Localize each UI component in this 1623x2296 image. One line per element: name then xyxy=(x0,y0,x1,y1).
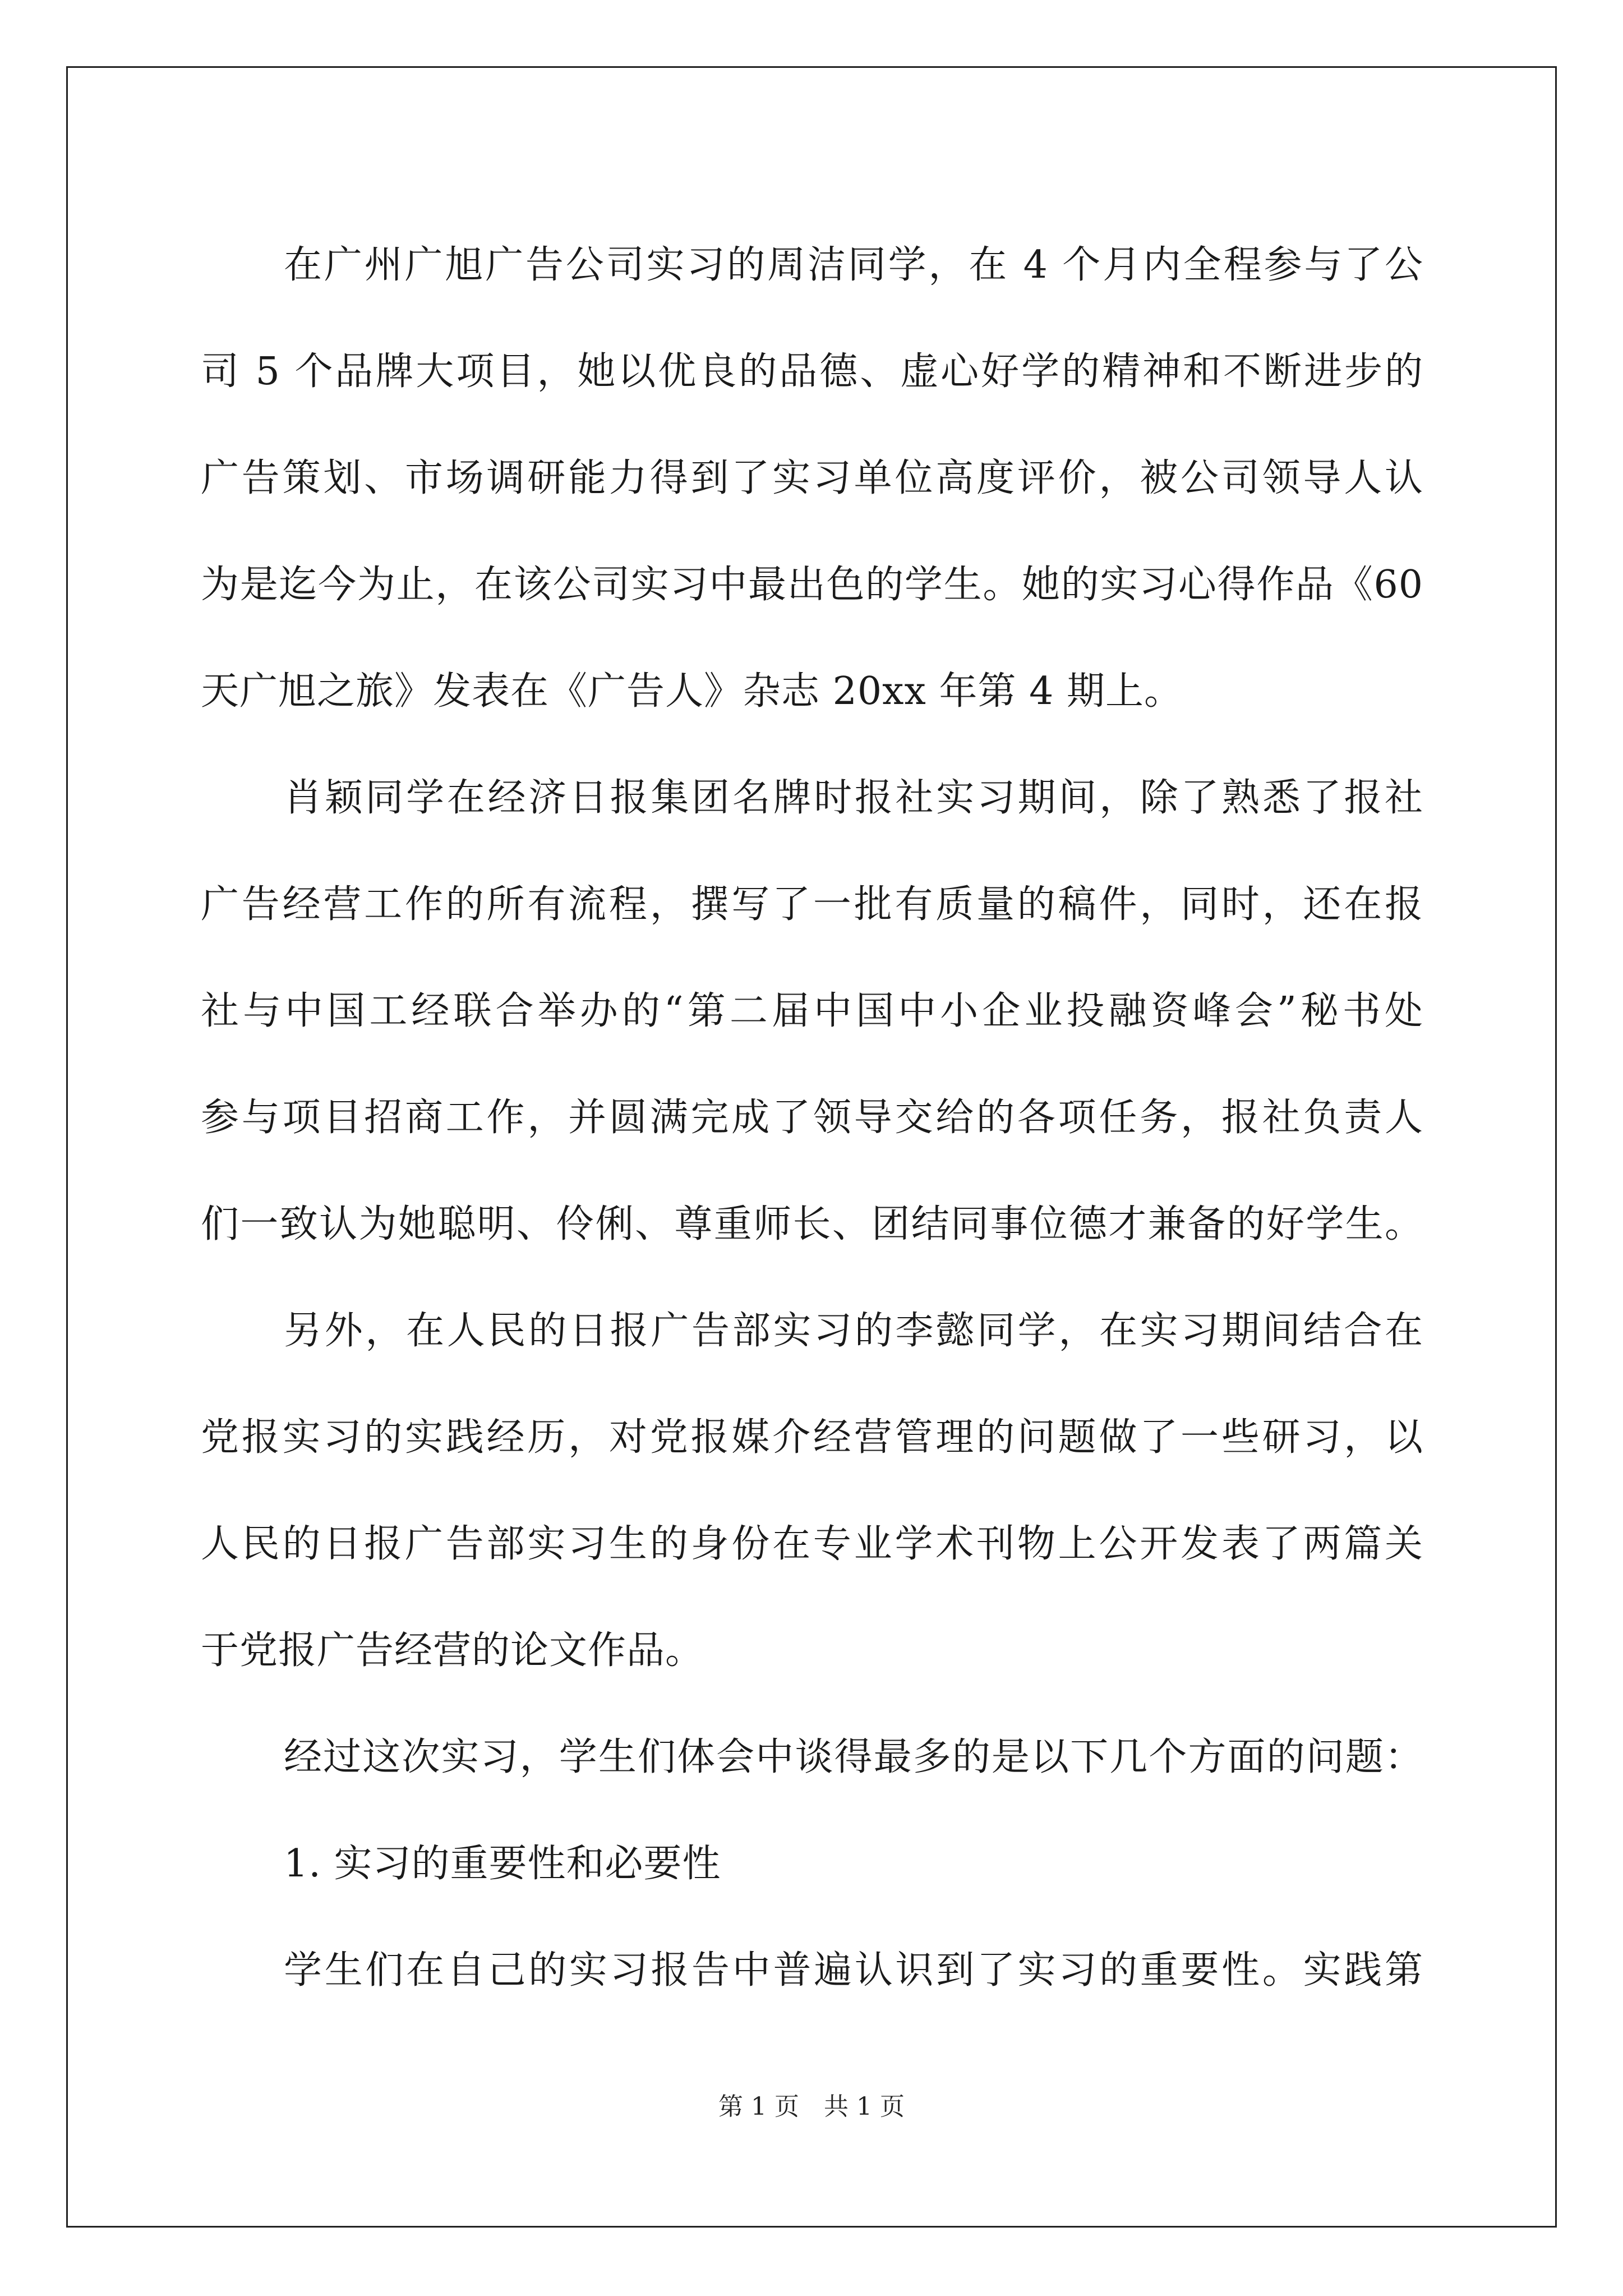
text-line: 于党报广告经营的论文作品。 xyxy=(201,1628,704,1673)
text-line: 为是迄今为止，在该公司实习中最出色的学生。她的实习心得作品《60 xyxy=(201,563,1423,607)
page-footer: 第 1 页 共 1 页 xyxy=(718,2092,905,2121)
text-line: 参与项目招商工作，并圆满完成了领导交给的各项任务，报社负责人 xyxy=(201,1096,1423,1140)
text-line: 在广州广旭广告公司实习的周洁同学，在 4 个月内全程参与了公 xyxy=(284,243,1423,287)
text-line: 社与中国工经联合举办的“第二届中国中小企业投融资峰会”秘书处 xyxy=(201,989,1423,1033)
text-line: 广告策划、市场调研能力得到了实习单位高度评价，被公司领导人认 xyxy=(201,456,1423,500)
text-line: 学生们在自己的实习报告中普遍认识到了实习的重要性。实践第 xyxy=(284,1948,1423,1993)
text-line: 司 5 个品牌大项目，她以优良的品德、虚心好学的精神和不断进步的 xyxy=(201,349,1423,394)
section-heading: 1. 实习的重要性和必要性 xyxy=(284,1842,721,1886)
text-line: 广告经营工作的所有流程，撰写了一批有质量的稿件，同时，还在报 xyxy=(201,882,1423,927)
text-line: 党报实习的实践经历，对党报媒介经营管理的问题做了一些研习，以 xyxy=(201,1415,1423,1460)
text-line: 人民的日报广告部实习生的身份在专业学术刊物上公开发表了两篇关 xyxy=(201,1522,1423,1566)
text-line: 天广旭之旅》发表在《广告人》杂志 20xx 年第 4 期上。 xyxy=(201,669,1183,714)
text-line: 经过这次实习，学生们体会中谈得最多的是以下几个方面的问题： xyxy=(284,1735,1423,1779)
text-line: 肖颖同学在经济日报集团名牌时报社实习期间，除了熟悉了报社 xyxy=(284,776,1423,820)
text-line: 们一致认为她聪明、伶俐、尊重师长、团结同事位德才兼备的好学生。 xyxy=(201,1202,1423,1246)
text-line: 另外，在人民的日报广告部实习的李懿同学，在实习期间结合在 xyxy=(284,1309,1423,1353)
document-body xyxy=(201,212,1423,2024)
